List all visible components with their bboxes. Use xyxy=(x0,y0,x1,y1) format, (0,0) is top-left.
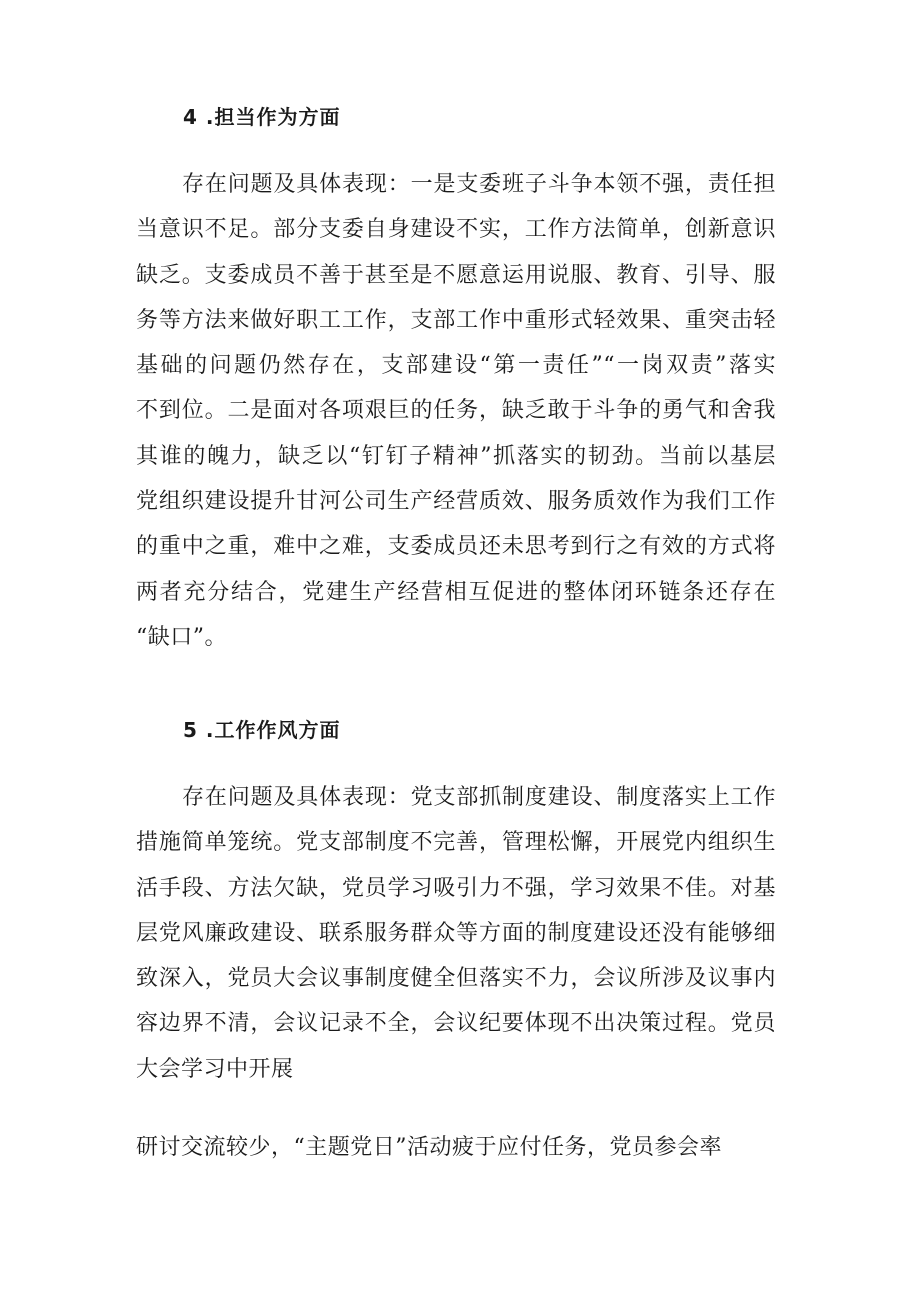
paragraph-line: 致深入，党员大会议事制度健全但落实不力，会议所涉及议事内 xyxy=(136,966,776,992)
section-4-heading: 4 .担当作为方面 xyxy=(183,105,341,129)
paragraph-line: 不到位。二是面对各项艰巨的任务，缺乏敢于斗争的勇气和舍我 xyxy=(136,398,776,424)
paragraph-line: 基础的问题仍然存在，支部建设“第一责任”“一岗双责”落实 xyxy=(136,353,776,379)
paragraph-line: 大会学习中开展 xyxy=(136,1056,294,1082)
section-5-continuation xyxy=(136,1125,776,1170)
paragraph-line: 存在问题及具体表现：党支部抓制度建设、制度落实上工作 xyxy=(182,785,776,810)
paragraph-line: 党组织建设提升甘河公司生产经营质效、服务质效作为我们工作 xyxy=(136,489,776,515)
paragraph-line: 的重中之重，难中之难，支委成员还未思考到行之有效的方式将 xyxy=(136,534,776,560)
paragraph-line: 两者充分结合，党建生产经营相互促进的整体闭环链条还存在 xyxy=(136,579,776,605)
paragraph-line: 研讨交流较少，“主题党日”活动疲于应付任务，党员参会率 xyxy=(136,1135,722,1160)
section-5-paragraph xyxy=(136,775,776,1092)
paragraph-line: 层党风廉政建设、联系服务群众等方面的制度建设还没有能够细 xyxy=(136,920,776,946)
paragraph-line: 存在问题及具体表现：一是支委班子斗争本领不强，责任担 xyxy=(182,172,776,197)
section-4-paragraph xyxy=(136,162,776,660)
paragraph-line: 容边界不清，会议记录不全，会议纪要体现不出决策过程。党员 xyxy=(136,1011,776,1037)
paragraph-line: “缺口”。 xyxy=(136,624,227,650)
paragraph-line: 活手段、方法欠缺，党员学习吸引力不强，学习效果不佳。对基 xyxy=(136,875,776,901)
paragraph-line: 当意识不足。部分支委自身建设不实，工作方法简单，创新意识 xyxy=(136,217,776,243)
paragraph-line: 其谁的魄力，缺乏以“钉钉子精神”抓落实的韧劲。当前以基层 xyxy=(136,443,776,469)
section-5-heading: 5 .工作作风方面 xyxy=(183,718,341,742)
paragraph-line: 缺乏。支委成员不善于甚至是不愿意运用说服、教育、引导、服 xyxy=(136,262,776,288)
paragraph-line: 措施简单笼统。党支部制度不完善，管理松懈，开展党内组织生 xyxy=(136,830,776,856)
paragraph-line: 务等方法来做好职工工作，支部工作中重形式轻效果、重突击轻 xyxy=(136,307,776,333)
